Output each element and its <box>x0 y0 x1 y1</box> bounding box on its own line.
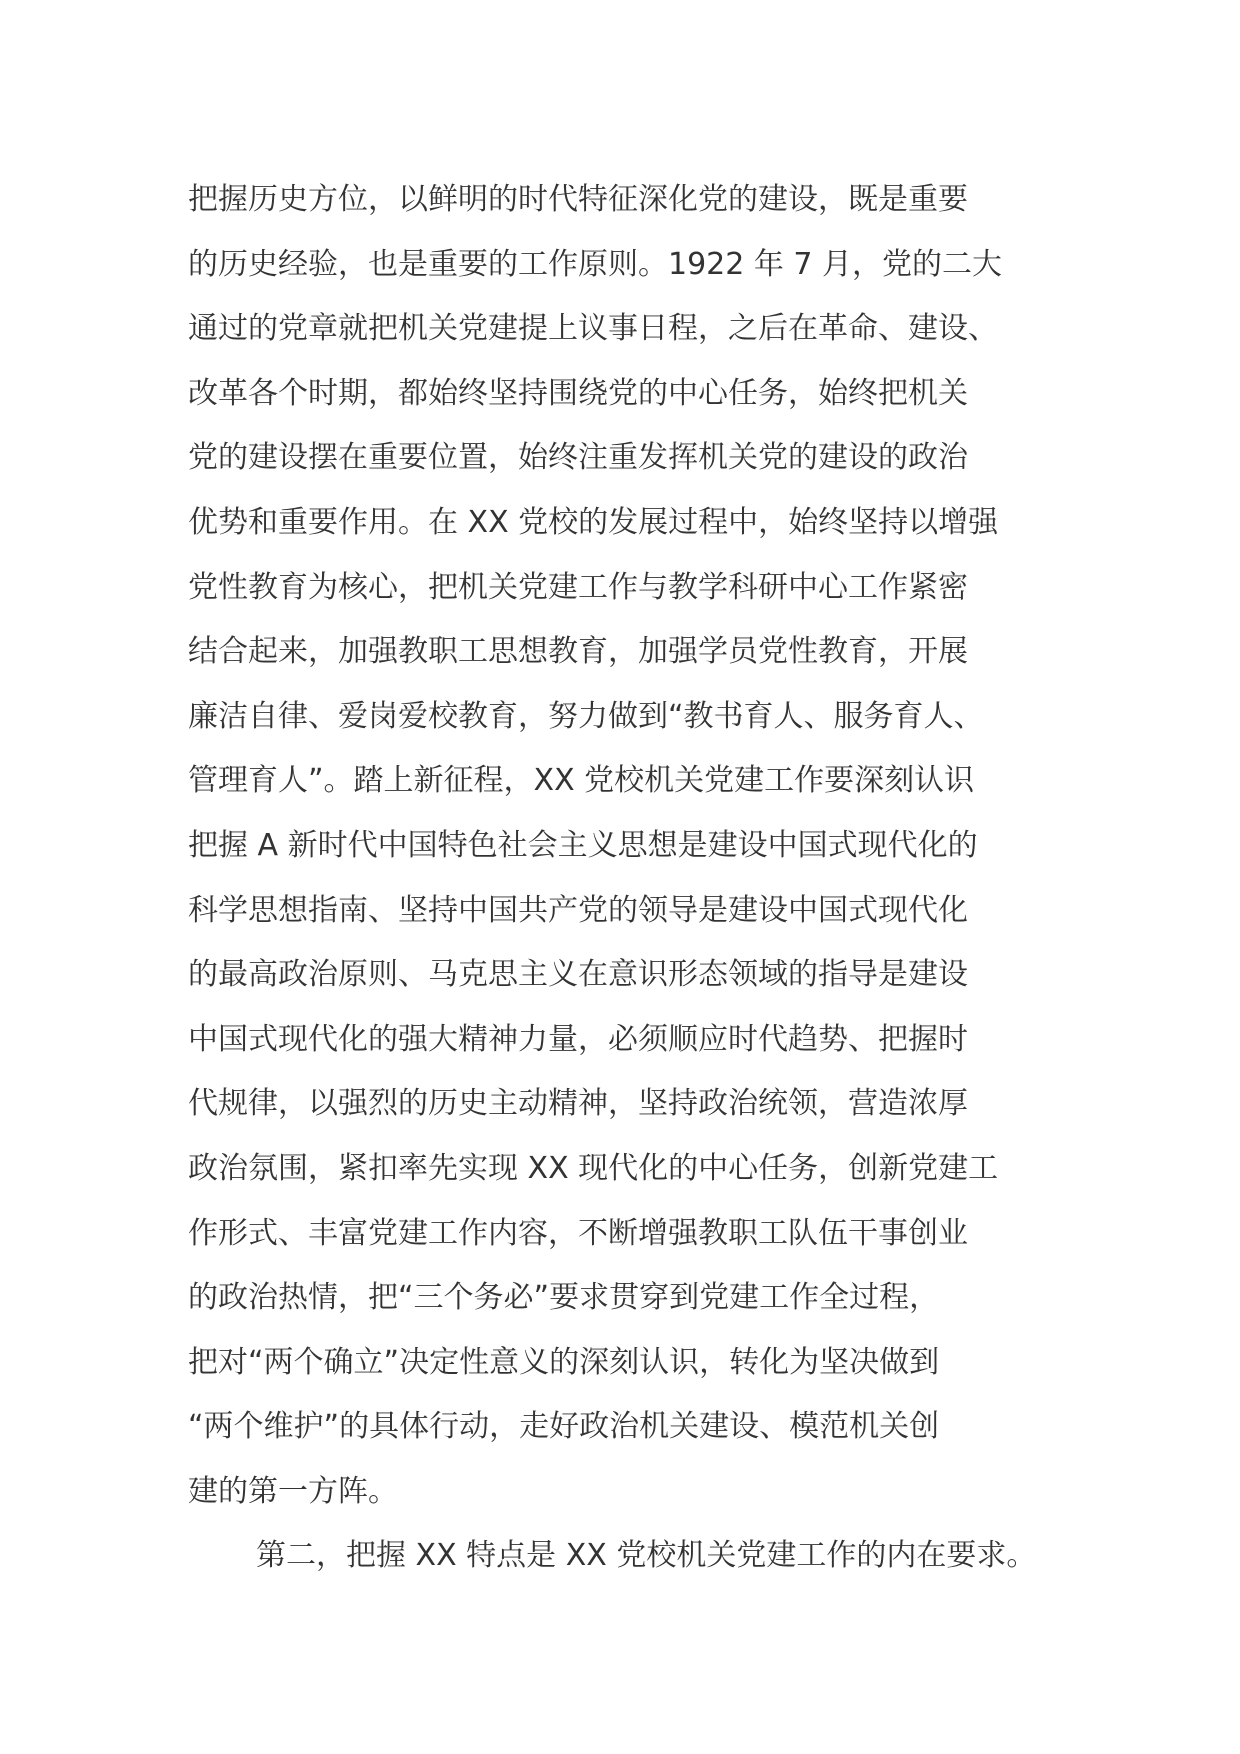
text-line: 廉洁自律、爱岗爱校教育，努力做到“教书育人、服务育人、 <box>188 698 984 734</box>
text-line: “两个维护”的具体行动，走好政治机关建设、模范机关创 <box>188 1409 940 1445</box>
text-line: 中国式现代化的强大精神力量，必须顺应时代趋势、把握时 <box>188 1021 968 1057</box>
text-line: 的最高政治原则、马克思主义在意识形态领域的指导是建设 <box>188 957 968 993</box>
text-line: 党性教育为核心，把机关党建工作与教学科研中心工作紧密 <box>188 569 968 605</box>
text-line: 把对“两个确立”决定性意义的深刻认识，转化为坚决做到 <box>188 1344 940 1380</box>
text-line: 建的第一方阵。 <box>188 1473 398 1509</box>
text-line: 把握 A 新时代中国特色社会主义思想是建设中国式现代化的 <box>188 827 978 863</box>
body-text <box>188 168 1088 1589</box>
text-line: 把握历史方位，以鲜明的时代特征深化党的建设，既是重要 <box>188 182 968 217</box>
text-line: 管理育人”。踏上新征程，XX 党校机关党建工作要深刻认识 <box>188 763 975 799</box>
text-line: 代规律，以强烈的历史主动精神，坚持政治统领，营造浓厚 <box>188 1086 968 1122</box>
text-line: 的政治热情，把“三个务必”要求贯穿到党建工作全过程， <box>188 1280 940 1316</box>
text-line: 政治氛围，紧扣率先实现 XX 现代化的中心任务，创新党建工 <box>188 1150 999 1186</box>
text-line: 科学思想指南、坚持中国共产党的领导是建设中国式现代化 <box>188 892 968 928</box>
text-line: 通过的党章就把机关党建提上议事日程，之后在革命、建设、 <box>188 311 998 347</box>
text-line: 结合起来，加强教职工思想教育，加强学员党性教育，开展 <box>188 634 968 670</box>
text-line: 改革各个时期，都始终坚持围绕党的中心任务，始终把机关 <box>188 375 968 411</box>
text-line: 的历史经验，也是重要的工作原则。1922 年 7 月，党的二大 <box>188 246 1003 282</box>
section-heading-line: 第二，把握 XX 特点是 XX 党校机关党建工作的内在要求。 <box>256 1538 1037 1574</box>
text-line: 优势和重要作用。在 XX 党校的发展过程中，始终坚持以增强 <box>188 504 999 540</box>
text-line: 作形式、丰富党建工作内容，不断增强教职工队伍干事创业 <box>188 1215 968 1251</box>
text-line: 党的建设摆在重要位置，始终注重发挥机关党的建设的政治 <box>188 440 968 476</box>
